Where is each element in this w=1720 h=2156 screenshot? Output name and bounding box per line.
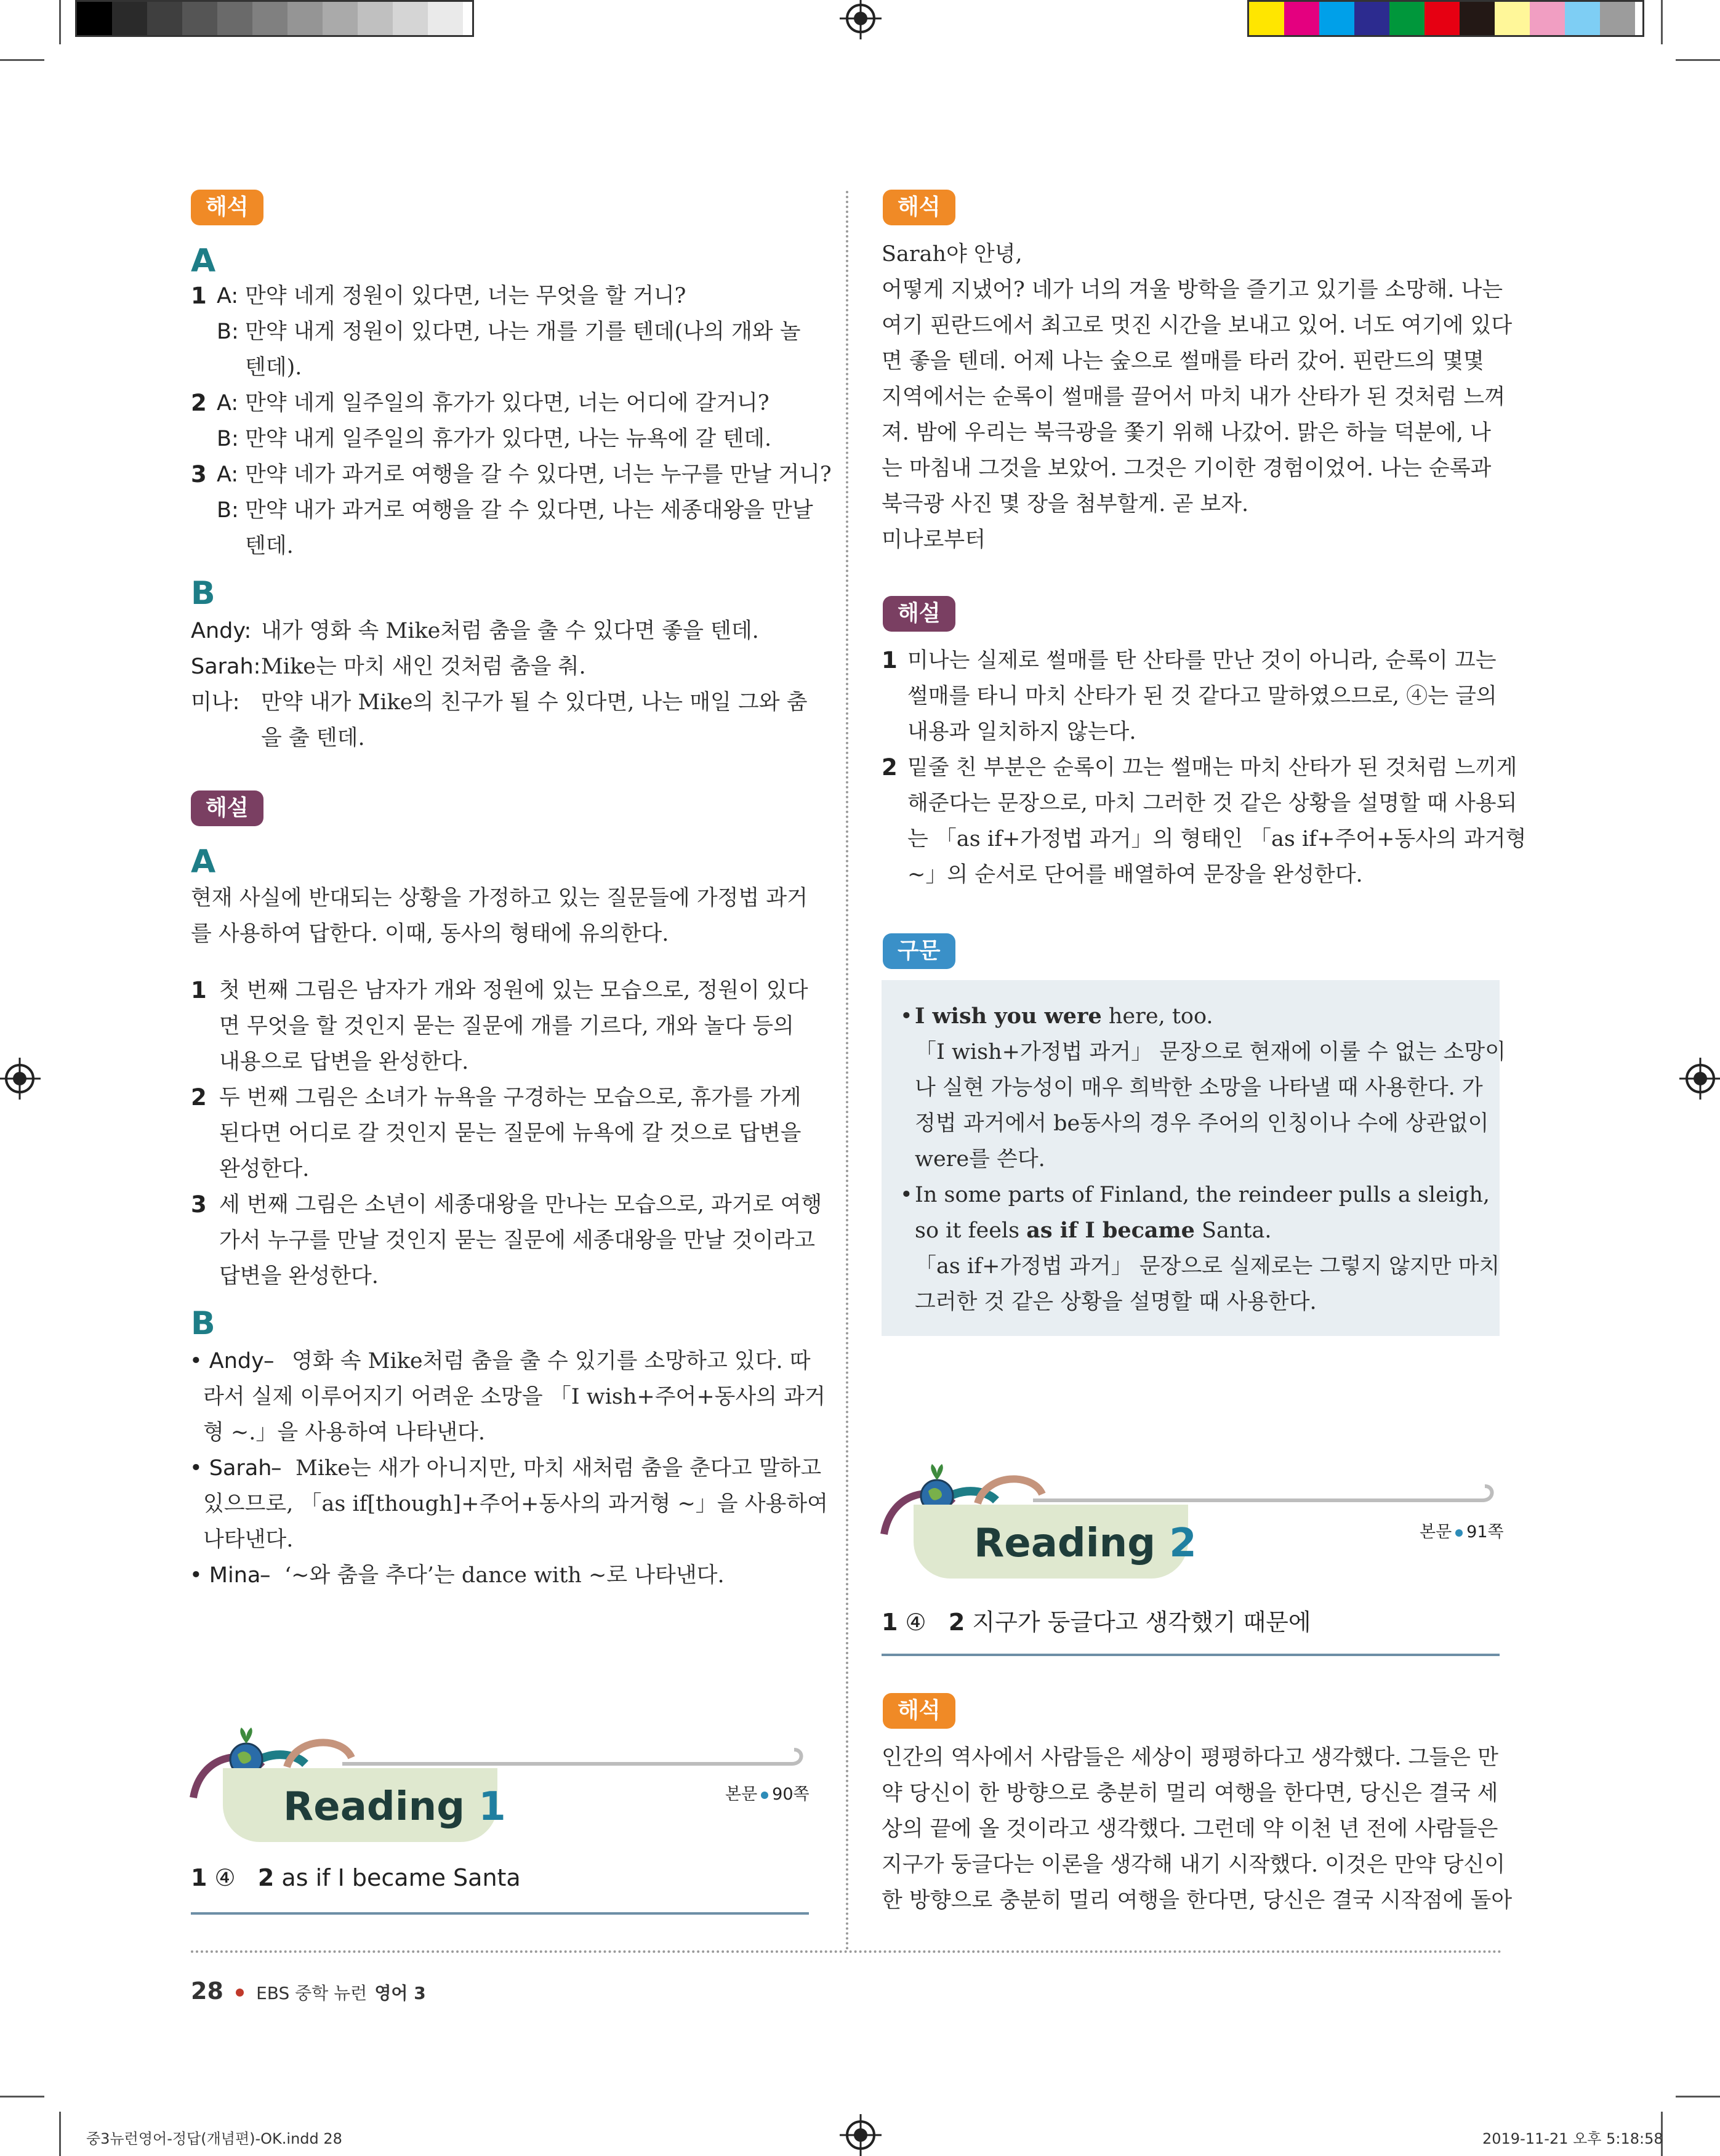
item-number: 2 — [882, 754, 898, 781]
explanation-line: ‘~와 춤을 추다’는 dance with ~로 나타낸다. — [284, 1563, 725, 1588]
section-b-heading: B — [191, 575, 215, 612]
explanation-line: 썰매를 타니 마치 산타가 된 것 같다고 말하였으므로, ④는 글의 — [907, 684, 1497, 709]
color-swatch — [428, 2, 463, 35]
color-swatch — [182, 2, 217, 35]
explanation-line: 있으므로, 「as if[though]+주어+동사의 과거형 ~」을 사용하여 — [203, 1492, 828, 1516]
ref-page: 90쪽 — [772, 1785, 810, 1804]
reading-2-answers — [882, 1603, 1311, 1637]
letter-line: 져. 밤에 우리는 북극광을 쫓기 위해 나갔어. 맑은 하늘 덕분에, 나 — [882, 420, 1491, 445]
color-swatch — [1249, 2, 1284, 35]
page-footer — [191, 1977, 426, 2005]
explanation-line: ~」의 순서로 단어를 배열하여 문장을 완성한다. — [907, 863, 1363, 887]
bullet-dot-icon — [1455, 1529, 1463, 1537]
grammar-sentence: In some parts of Finland, the reindeer pulls a sleigh, — [915, 1183, 1490, 1207]
letter-line: 면 좋을 텐데. 어제 나는 숲으로 썰매를 타러 갔어. 핀란드의 몇몇 — [882, 349, 1484, 374]
item-number: 1 — [191, 283, 207, 309]
explanation-line: 내용과 일치하지 않는다. — [907, 720, 1136, 744]
item-number: 3 — [191, 461, 207, 488]
explanation-line: 답변을 완성한다. — [219, 1264, 379, 1289]
answer-number: 2 — [948, 1609, 965, 1636]
item-number: 1 — [191, 977, 207, 1004]
grammar-sentence-bold: as if I became — [1026, 1218, 1195, 1243]
color-swatch — [393, 2, 428, 35]
explanation-a-heading: A — [191, 843, 216, 880]
haeseok-badge: 해석 — [883, 190, 955, 225]
answer-number: 2 — [257, 1864, 275, 1891]
explanation-line: 현재 사실에 반대되는 상황을 가정하고 있는 질문들에 가정법 과거 — [191, 886, 808, 911]
explanation-line: 세 번째 그림은 소년이 세종대왕을 만나는 모습으로, 과거로 여행 — [219, 1193, 822, 1217]
grammar-sentence-bold: I wish you were — [915, 1004, 1102, 1029]
dialogue-line: 만약 네가 과거로 여행을 갈 수 있다면, 너는 누구를 만날 거니? — [245, 462, 832, 487]
explanation-line: 가서 누구를 만날 것인지 묻는 질문에 세종대왕을 만날 것이라고 — [219, 1228, 816, 1253]
grammar-line: were를 쓴다. — [915, 1147, 1045, 1172]
dialogue-line: 을 출 텐데. — [261, 726, 365, 750]
color-swatch — [112, 2, 147, 35]
haeseol-badge: 해설 — [883, 596, 955, 632]
dialogue-line: 텐데). — [245, 355, 302, 380]
color-swatch — [77, 2, 112, 35]
speaker-label: B: — [217, 320, 239, 344]
color-swatch — [1425, 2, 1460, 35]
answer-value: ④ — [905, 1609, 926, 1636]
crop-mark — [1661, 0, 1663, 44]
grammar-line: 「as if+가정법 과거」 문장으로 실제로는 그렇지 않지만 마치 — [915, 1254, 1500, 1279]
gray-color-bar — [75, 0, 474, 37]
grammar-sentence-rest: Santa. — [1194, 1218, 1272, 1243]
grammar-line: 나 실현 가능성이 매우 희박한 소망을 나타낼 때 사용한다. 가 — [915, 1076, 1483, 1100]
grammar-line: 「I wish+가정법 과거」 문장으로 현재에 이룰 수 없는 소망이 — [915, 1040, 1506, 1064]
explanation-line: 된다면 어디로 갈 것인지 묻는 질문에 뉴욕에 갈 것으로 답변을 — [219, 1121, 802, 1146]
grammar-sentence — [915, 1213, 1272, 1249]
explanation-b-heading: B — [191, 1305, 215, 1342]
color-swatch — [1600, 2, 1635, 35]
letter-line: 여기 핀란드에서 최고로 멋진 시간을 보내고 있어. 너도 여기에 있다 — [882, 313, 1513, 338]
color-swatch — [1319, 2, 1354, 35]
speaker-label: A: — [217, 462, 239, 487]
speaker-label: Andy: — [191, 619, 252, 643]
column-divider — [846, 191, 848, 1952]
color-swatch — [287, 2, 323, 35]
color-swatch — [1389, 2, 1425, 35]
bullet-dot-icon — [761, 1792, 768, 1799]
haeseok-badge: 해석 — [883, 1693, 955, 1729]
speaker-label: Sarah: — [191, 654, 261, 679]
registration-mark-icon — [1686, 1064, 1715, 1093]
crop-mark — [0, 2096, 44, 2098]
color-swatch — [217, 2, 252, 35]
explanation-line: 내용으로 답변을 완성한다. — [219, 1050, 469, 1074]
answer-value: ④ — [214, 1864, 236, 1891]
explanation-line: 영화 속 Mike처럼 춤을 출 수 있기를 소망하고 있다. 따 — [292, 1349, 811, 1374]
item-number: 3 — [191, 1191, 207, 1218]
item-number: 2 — [191, 1084, 207, 1111]
speaker-label: B: — [217, 498, 239, 523]
ref-label: 본문 — [725, 1785, 758, 1804]
color-swatch — [1460, 2, 1495, 35]
grammar-sentence-rest: here, too. — [1101, 1004, 1213, 1029]
color-swatch — [1495, 2, 1530, 35]
book-series: EBS 중학 뉴런 — [256, 1983, 368, 2003]
answer-underline — [882, 1654, 1500, 1656]
haeseol-badge: 해설 — [191, 790, 263, 826]
dash: – — [260, 1563, 271, 1588]
explanation-line: Mike는 새가 아니지만, 마치 새처럼 춤을 춘다고 말하고 — [295, 1456, 822, 1481]
dialogue-line: 만약 내게 일주일의 휴가가 있다면, 나는 뉴욕에 갈 텐데. — [245, 427, 772, 451]
cmyk-color-bar — [1247, 0, 1644, 37]
item-number: 1 — [882, 647, 898, 674]
registration-mark-icon — [846, 2120, 875, 2150]
explanation-line: 해준다는 문장으로, 마치 그러한 것 같은 상황을 설명할 때 사용되 — [907, 791, 1517, 816]
answer-value: as if I became Santa — [281, 1864, 521, 1891]
color-swatch — [1530, 2, 1565, 35]
translation-line: 한 방향으로 충분히 멀리 여행을 한다면, 당신은 결국 시작점에 돌아 — [882, 1888, 1513, 1913]
letter-line: 는 마침내 그것을 보았어. 그것은 기이한 경험이었어. 나는 순록과 — [882, 456, 1492, 481]
letter-line: 어떻게 지냈어? 네가 너의 겨울 방학을 즐기고 있기를 소망해. 나는 — [882, 278, 1503, 302]
haeseok-badge: 해석 — [191, 190, 263, 225]
explanation-line: 나타낸다. — [203, 1527, 294, 1552]
explanation-line: 첫 번째 그림은 남자가 개와 정원에 있는 모습으로, 정원이 있다 — [219, 978, 808, 1003]
grammar-line: 그러한 것 같은 상황을 설명할 때 사용한다. — [915, 1290, 1317, 1314]
reading-title: Reading — [974, 1521, 1155, 1566]
bullet: • — [900, 1004, 913, 1029]
reading-number: 2 — [1169, 1521, 1197, 1566]
speaker-label: 미나: — [191, 690, 240, 715]
grammar-sentence — [915, 999, 1213, 1034]
page-reference — [725, 1780, 810, 1804]
translation-line: 인간의 역사에서 사람들은 세상이 평평하다고 생각했다. 그들은 만 — [882, 1745, 1498, 1770]
letter-line: 지역에서는 순록이 썰매를 끌어서 마치 내가 산타가 된 것처럼 느껴 — [882, 385, 1506, 409]
explanation-line: 형 ~.」을 사용하여 나타낸다. — [203, 1420, 486, 1445]
explanation-line: 완성한다. — [219, 1157, 310, 1181]
dialogue-line: 만약 네게 일주일의 휴가가 있다면, 너는 어디에 갈거니? — [245, 391, 770, 416]
reading-1-banner — [188, 1724, 810, 1847]
color-swatch — [147, 2, 182, 35]
page-number: 28 — [191, 1977, 223, 2005]
letter-line: 미나로부터 — [882, 528, 986, 552]
letter-line: 북극광 사진 몇 장을 첨부할게. 곧 보자. — [882, 492, 1249, 517]
ref-label: 본문 — [1420, 1522, 1452, 1542]
item-number: 2 — [191, 390, 207, 416]
explanation-line: 를 사용하여 답한다. 이때, 동사의 형태에 유의한다. — [191, 922, 669, 946]
explanation-line: 면 무엇을 할 것인지 묻는 질문에 개를 기르다, 개와 놀다 등의 — [219, 1014, 794, 1039]
crop-mark — [1676, 2096, 1720, 2098]
answer-number: 1 — [882, 1609, 898, 1636]
dialogue-line: 만약 내게 정원이 있다면, 나는 개를 기를 텐데(나의 개와 놀 — [245, 320, 801, 344]
color-swatch — [323, 2, 358, 35]
dialogue-line: 텐데. — [245, 534, 294, 558]
reading-1-answers — [191, 1864, 521, 1891]
dialogue-line: Mike는 마치 새인 것처럼 춤을 춰. — [261, 654, 586, 679]
color-swatch — [1565, 2, 1600, 35]
answer-value: 지구가 둥글다고 생각했기 때문에 — [972, 1609, 1311, 1636]
answer-underline — [191, 1912, 809, 1915]
file-info: 중3뉴런영어-정답(개념편)-OK.indd 28 — [86, 2130, 342, 2147]
dash: – — [263, 1349, 275, 1374]
print-timestamp: 2019-11-21 오후 5:18:58 — [1482, 2130, 1663, 2147]
gumun-badge: 구문 — [883, 933, 955, 969]
reading-number: 1 — [478, 1784, 506, 1830]
page-reference — [1420, 1518, 1504, 1542]
translation-line: 상의 끝에 올 것이라고 생각했다. 그런데 약 이천 년 전에 사람들은 — [882, 1817, 1498, 1841]
explanation-line: 밑줄 친 부분은 순록이 끄는 썰매는 마치 산타가 된 것처럼 느끼게 — [907, 755, 1517, 780]
crop-mark — [59, 2112, 61, 2156]
answer-number: 1 — [191, 1864, 207, 1891]
color-swatch — [252, 2, 287, 35]
bullet: • — [900, 1183, 913, 1207]
section-a-heading: A — [191, 243, 216, 280]
speaker-label: B: — [217, 427, 239, 451]
dash: – — [271, 1456, 282, 1481]
speaker-bullet: • Mina — [190, 1563, 261, 1588]
color-swatch — [358, 2, 393, 35]
explanation-line: 미나는 실제로 썰매를 탄 산타를 만난 것이 아니라, 순록이 끄는 — [907, 648, 1497, 673]
dialogue-line: 만약 네게 정원이 있다면, 너는 무엇을 할 거니? — [245, 284, 686, 308]
book-subject: 영어 3 — [374, 1983, 426, 2003]
dialogue-line: 내가 영화 속 Mike처럼 춤을 출 수 있다면 좋을 텐데. — [261, 619, 759, 643]
crop-mark — [0, 59, 44, 61]
registration-mark-icon — [846, 4, 875, 33]
speaker-bullet: • Andy — [190, 1349, 264, 1374]
registration-mark-icon — [5, 1064, 34, 1093]
speaker-bullet: • Sarah — [190, 1456, 272, 1481]
explanation-line: 는 「as if+가정법 과거」의 형태인 「as if+주어+동사의 과거형 — [907, 827, 1527, 851]
dialogue-line: 만약 내가 Mike의 친구가 될 수 있다면, 나는 매일 그와 춤 — [261, 690, 808, 715]
grammar-line: 정법 과거에서 be동사의 경우 주어의 인칭이나 수에 상관없이 — [915, 1111, 1489, 1136]
grammar-sentence-rest: so it feels — [915, 1218, 1027, 1243]
explanation-line: 라서 실제 이루어지기 어려운 소망을 「I wish+주어+동사의 과거 — [203, 1385, 826, 1409]
translation-line: 약 당신이 한 방향으로 충분히 멀리 여행을 한다면, 당신은 결국 세 — [882, 1781, 1498, 1806]
speaker-label: A: — [217, 284, 239, 308]
color-swatch — [1354, 2, 1389, 35]
reading-2-banner — [879, 1460, 1504, 1583]
translation-line: 지구가 둥글다는 이론을 생각해 내기 시작했다. 이것은 만약 당신이 — [882, 1852, 1506, 1877]
crop-mark — [59, 0, 61, 44]
letter-line: Sarah야 안녕, — [882, 242, 1023, 267]
dialogue-line: 만약 내가 과거로 여행을 갈 수 있다면, 나는 세종대왕을 만날 — [245, 498, 813, 523]
reading-title: Reading — [283, 1784, 465, 1830]
speaker-label: A: — [217, 391, 239, 416]
crop-mark — [1676, 59, 1720, 61]
explanation-line: 두 번째 그림은 소녀가 뉴욕을 구경하는 모습으로, 휴가를 가게 — [219, 1085, 802, 1110]
ref-page: 91쪽 — [1466, 1522, 1504, 1542]
footer-dot-icon — [236, 1989, 244, 1997]
color-swatch — [1284, 2, 1319, 35]
footer-divider — [191, 1950, 1502, 1953]
